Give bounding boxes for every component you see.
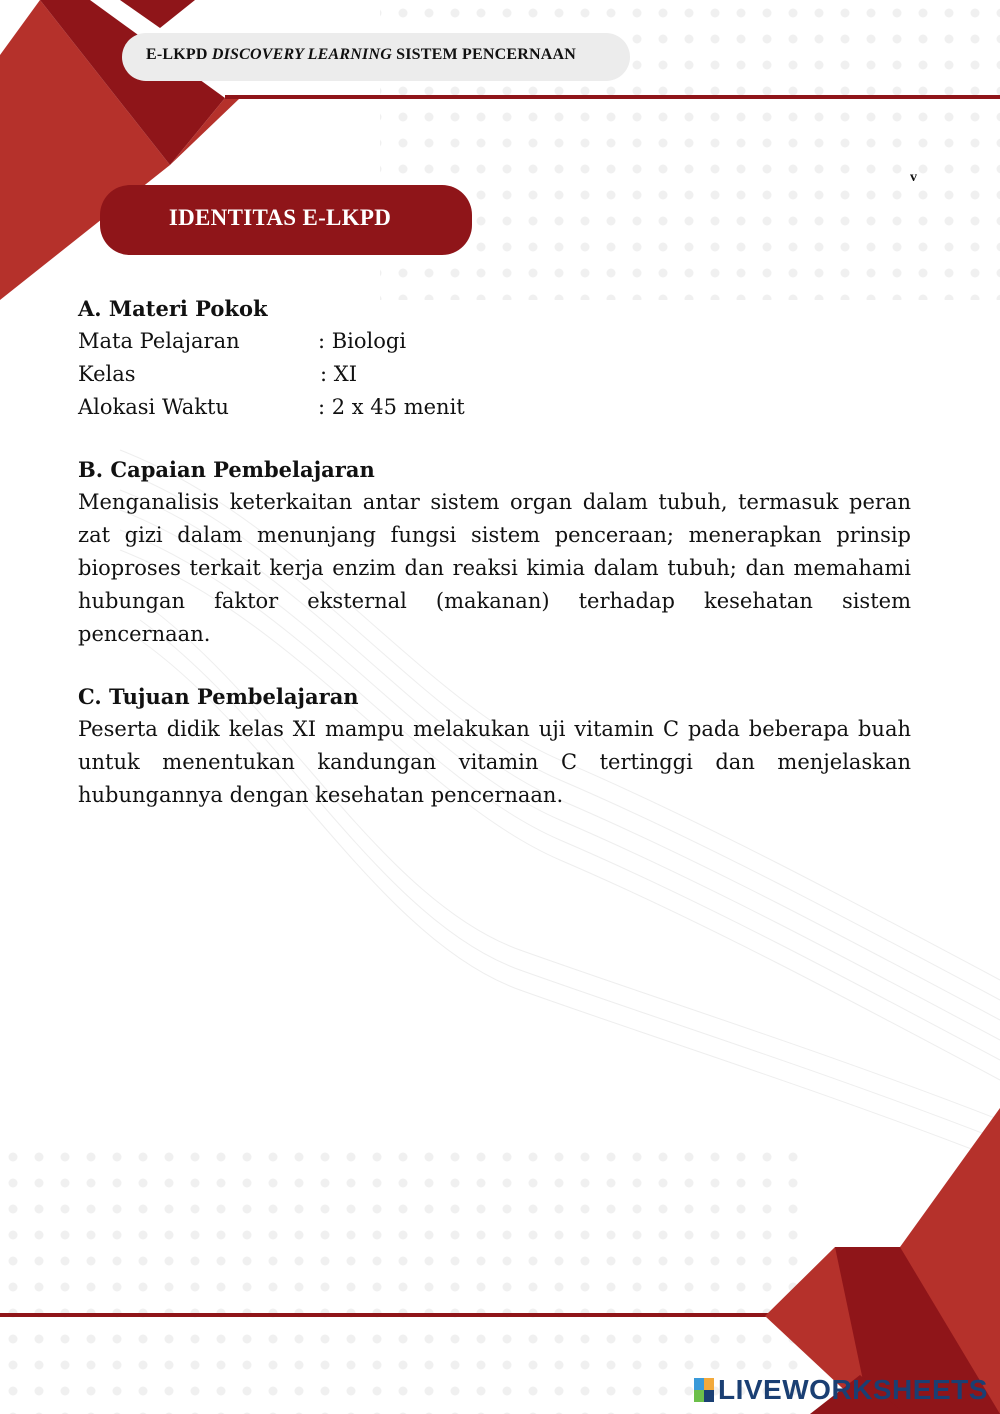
info-label: Alokasi Waktu (78, 395, 229, 419)
document-body (78, 292, 911, 812)
page-title: IDENTITAS E-LKPD (168, 205, 392, 230)
info-row (78, 325, 911, 358)
info-value: : Biologi (318, 329, 407, 353)
liveworksheets-watermark (694, 1374, 988, 1406)
section-b-body: Menganalisis keterkaitan antar sistem organ dalam tubuh, termasuk peran zat gizi dalam menunjang fungsi sistem penceraan; menerapkan prinsip bioproses terkait kerja enzim dan reaksi kimia dalam tubuh; dan memahami hubungan faktor eksternal (makanan) terhadap kesehatan sistem pencernaan. (78, 490, 911, 646)
section-a-heading: A. Materi Pokok (78, 296, 268, 321)
section-c-body: Peserta didik kelas XI mampu melakukan uji vitamin C pada beberapa buah untuk menentukan kandungan vitamin C tertinggi dan menjelaskan hubungannya dengan kesehatan pencernaan. (78, 717, 911, 807)
liveworksheets-wordmark: LIVEWORKSHEETS (718, 1374, 988, 1405)
info-row (78, 358, 911, 391)
info-value: : 2 x 45 menit (318, 395, 465, 419)
section-b-heading: B. Capaian Pembelajaran (78, 457, 375, 482)
info-label: Mata Pelajaran (78, 329, 240, 353)
header-title: E-LKPD DISCOVERY LEARNING SISTEM PENCERNAAN (146, 46, 577, 63)
liveworksheets-logo-icon (694, 1378, 714, 1402)
page-number: v (910, 170, 917, 185)
info-label: Kelas (78, 362, 136, 386)
info-row (78, 391, 911, 424)
info-value: : XI (320, 362, 357, 386)
section-c-heading: C. Tujuan Pembelajaran (78, 684, 359, 709)
